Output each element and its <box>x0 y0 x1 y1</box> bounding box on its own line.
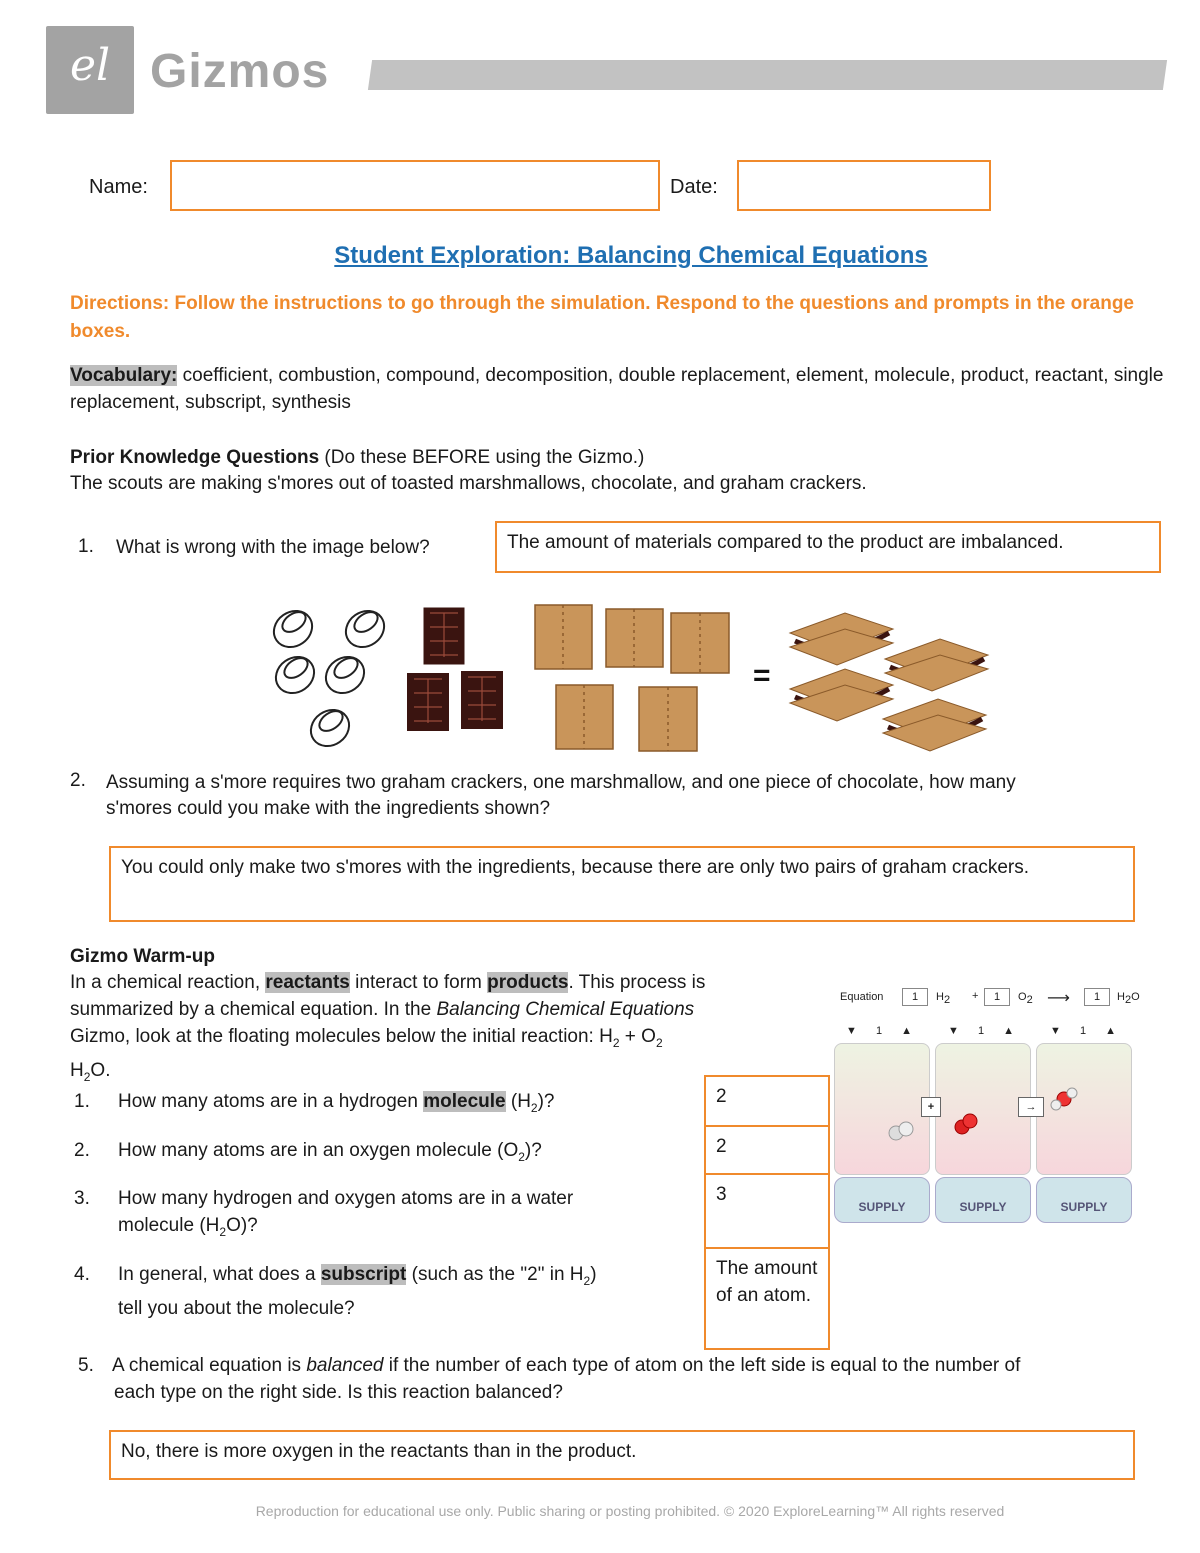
wq5-question: A chemical equation is balanced if the number of each type of atom on the left side is equal to the number of each type on the right side. Is this reaction balanced? <box>112 1355 1021 1403</box>
vocabulary-label: Vocabulary: <box>70 365 178 386</box>
supply-h2o-button[interactable]: SUPPLY <box>1036 1177 1132 1223</box>
name-field[interactable] <box>170 160 660 211</box>
graham-crackers <box>535 605 729 751</box>
counter-1: ▼ 1 ▲ <box>846 1025 913 1037</box>
wq4-number: 4. <box>74 1264 90 1285</box>
page-title: Student Exploration: Balancing Chemical Equations <box>334 242 928 269</box>
wq4-answer-box[interactable]: The amount of an atom. <box>704 1247 830 1350</box>
chocolate-bars <box>407 607 503 731</box>
products-term: products <box>487 972 569 993</box>
plus-text: + <box>972 990 979 1002</box>
explorelearning-logo: el <box>46 26 134 114</box>
q2-number: 2. <box>70 770 86 791</box>
coef-o2[interactable]: 1 <box>984 988 1010 1006</box>
up-arrow-icon[interactable]: ▲ <box>1003 1025 1015 1037</box>
molecules <box>832 1085 1132 1145</box>
wq1-answer-box[interactable]: 2 <box>704 1075 830 1127</box>
smores <box>790 613 988 751</box>
date-field[interactable] <box>737 160 991 211</box>
species-o2: $O_2$ <box>1018 991 1033 1007</box>
footer: Reproduction for educational use only. Public sharing or posting prohibited. © 2020 ExploreLearning™ All rights reserved <box>255 1503 1005 1519</box>
connector-dot <box>828 1075 830 1077</box>
down-arrow-icon[interactable]: ▼ <box>1050 1025 1061 1037</box>
wq4-question: In general, what does a subscript (such as the "2" in $H_2$) tell you about the molecule? <box>118 1264 597 1319</box>
q1-answer-box[interactable]: The amount of materials compared to the product are imbalanced. <box>495 521 1161 573</box>
wq1-number: 1. <box>74 1091 90 1112</box>
coef-h2[interactable]: 1 <box>902 988 928 1006</box>
species-h2o: $H_2O$ <box>1117 991 1140 1007</box>
wq2-number: 2. <box>74 1140 90 1161</box>
down-arrow-icon[interactable]: ▼ <box>948 1025 959 1037</box>
reactants-term: reactants <box>265 972 350 993</box>
q2-question-line2: s'mores could you make with the ingredients shown? <box>106 798 551 819</box>
wq3-question: How many hydrogen and oxygen atoms are in a water molecule $(H_2O)$? <box>118 1188 574 1239</box>
wq2-answer-box[interactable]: 2 <box>704 1125 830 1175</box>
wq2-question: How many atoms are in an oxygen molecule $(O_2)$? <box>118 1140 542 1164</box>
gizmo-equation-label: Equation <box>840 991 884 1003</box>
gizmo-screenshot <box>832 985 1140 1225</box>
counter-3: ▼ 1 ▲ <box>1050 1025 1117 1037</box>
directions: Directions: Follow the instructions to go through the simulation. Respond to the questions and prompts in the orange boxes. <box>70 293 1134 342</box>
prior-intro: The scouts are making s'mores out of toasted marshmallows, chocolate, and graham crackers. <box>70 473 867 494</box>
date-label: Date: <box>670 176 718 198</box>
equals-sign: = <box>753 659 771 692</box>
q2-answer-box[interactable]: You could only make two s'mores with the ingredients, because there are only two pairs of graham crackers. <box>109 846 1135 922</box>
counter-2: ▼ 1 ▲ <box>948 1025 1015 1037</box>
supply-h2-button[interactable]: SUPPLY <box>834 1177 930 1223</box>
q1-question: What is wrong with the image below? <box>116 537 430 558</box>
plus-button: + <box>921 1097 941 1117</box>
up-arrow-icon[interactable]: ▲ <box>901 1025 913 1037</box>
up-arrow-icon[interactable]: ▲ <box>1105 1025 1117 1037</box>
q2-question-line1: Assuming a s'more requires two graham crackers, one marshmallow, and one piece of chocolate, how many <box>106 772 1016 793</box>
vocabulary-text: coefficient, combustion, compound, decomposition, double replacement, element, molecule, product, reactant, single replacement, subscript, synthesis <box>70 365 1164 413</box>
marshmallows <box>267 604 391 754</box>
species-h2: $H_2$ <box>936 991 951 1007</box>
wq5-number: 5. <box>78 1355 94 1376</box>
wq1-question: How many atoms are in a hydrogen molecule $(H_2)$? <box>118 1091 555 1115</box>
wq3-answer-box[interactable]: 3 <box>704 1173 830 1249</box>
down-arrow-icon[interactable]: ▼ <box>846 1025 857 1037</box>
q1-number: 1. <box>78 536 94 557</box>
brand-name: Gizmos <box>150 45 330 98</box>
yield-arrow-icon: ⟶ <box>1047 990 1070 1007</box>
vocabulary <box>70 362 1170 416</box>
warmup-paragraph: In a chemical reaction, reactants interact to form products. This process is summarized by a chemical equation. In the Balancing Chemical Equations Gizmo, look at the floating molecules below the initial reaction: $H_2 + O_2$ $H_2O$. <box>70 972 706 1084</box>
arrow-button: → <box>1018 1097 1044 1117</box>
supply-o2-button[interactable]: SUPPLY <box>935 1177 1031 1223</box>
warmup-heading: Gizmo Warm-up <box>70 946 215 967</box>
wq3-number: 3. <box>74 1188 90 1209</box>
coef-h2o[interactable]: 1 <box>1084 988 1110 1006</box>
name-label: Name: <box>89 176 148 198</box>
header-band <box>368 60 1167 90</box>
smores-image <box>265 595 1025 760</box>
wq5-answer-box[interactable]: No, there is more oxygen in the reactants than in the product. <box>109 1430 1135 1480</box>
prior-knowledge-heading: Prior Knowledge Questions (Do these BEFORE using the Gizmo.) <box>70 447 645 468</box>
